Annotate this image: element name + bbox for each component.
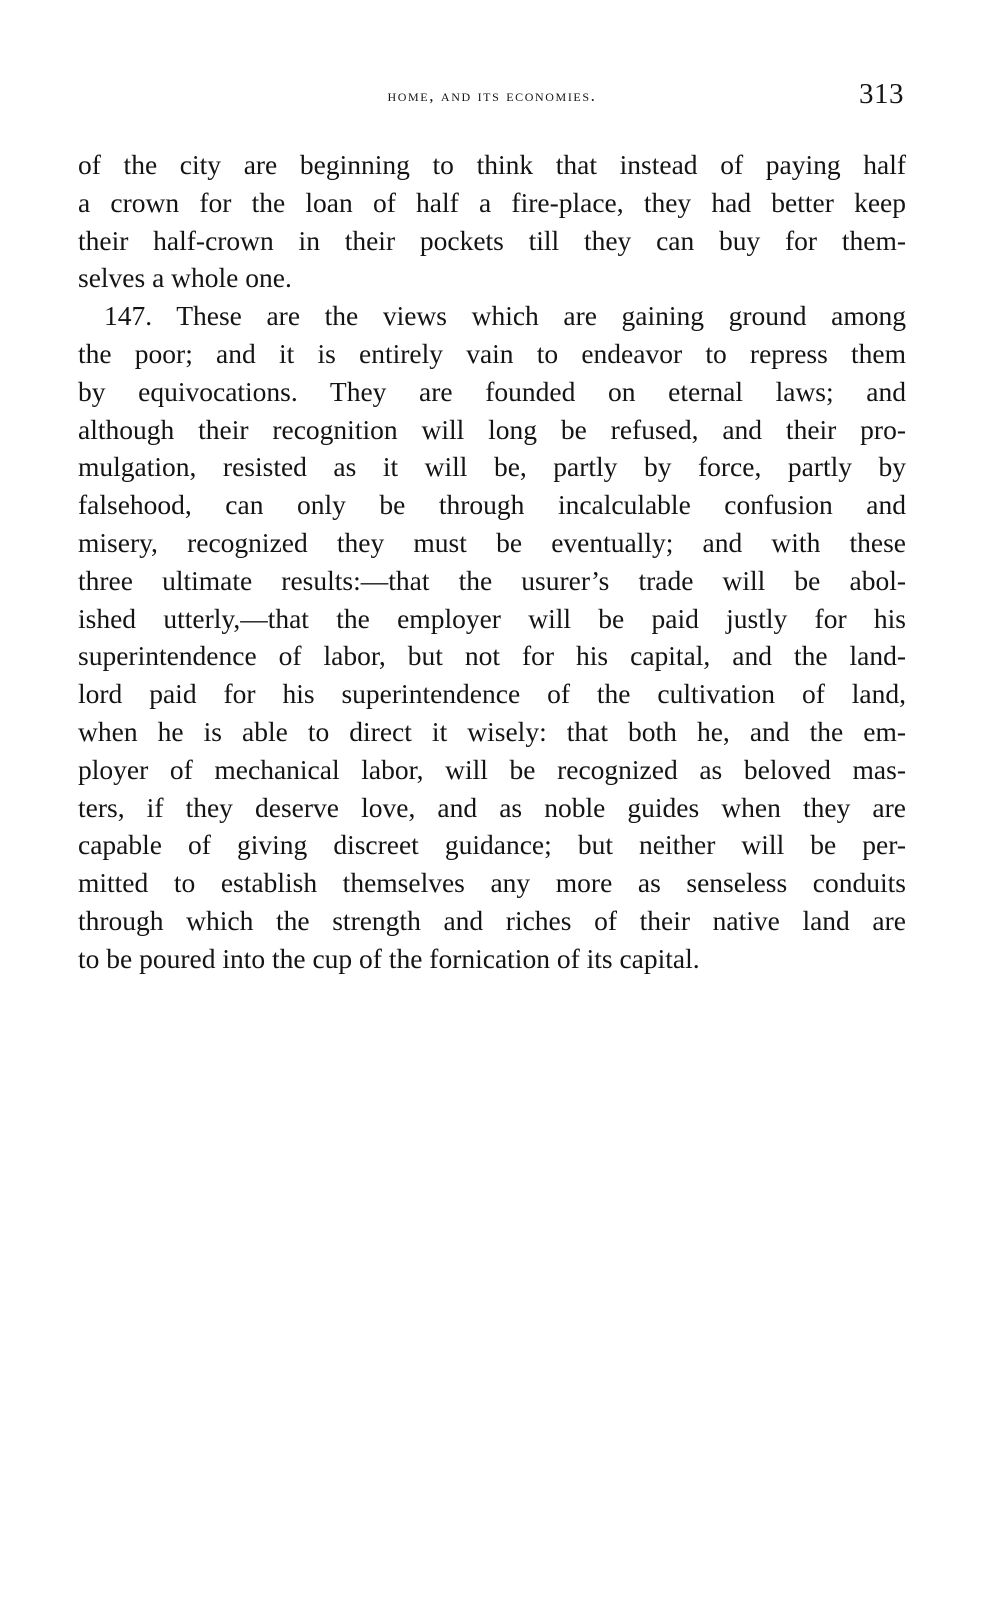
text-line: the poor; and it is entirely vain to endeavor to repress them: [78, 337, 906, 369]
text-line: although their recognition will long be refused, and their pro-: [78, 413, 906, 445]
text-line: by equivocations. They are founded on eternal laws; and: [78, 375, 906, 407]
text-line: three ultimate results:—that the usurer’s trade will be abol-: [78, 564, 906, 596]
text-line: ters, if they deserve love, and as noble guides when they are: [78, 791, 906, 823]
text-line: their half-crown in their pockets till they can buy for them-: [78, 224, 906, 256]
text-line: a crown for the loan of half a fire-place, they had better keep: [78, 186, 906, 218]
text-line: mulgation, resisted as it will be, partly by force, partly by: [78, 451, 906, 483]
text-line: mitted to establish themselves any more as senseless conduits: [78, 867, 906, 899]
text-line: of the city are beginning to think that instead of paying half: [78, 149, 906, 180]
text-line: to be poured into the cup of the fornication of its capital.: [78, 942, 700, 974]
running-head: [78, 78, 906, 112]
text-line: ished utterly,—that the employer will be paid justly for his: [78, 602, 906, 634]
text-line: lord paid for his superintendence of the cultivation of land,: [78, 678, 906, 710]
text-line: misery, recognized they must be eventually; and with these: [78, 526, 906, 558]
text-line: falsehood, can only be through incalculable confusion and: [78, 489, 906, 521]
text-line: capable of giving discreet guidance; but neither will be per-: [78, 829, 906, 861]
paragraph-147-first-line: 147. These are the views which are gaining ground among: [104, 300, 906, 332]
text-line: superintendence of labor, but not for his capital, and the land-: [78, 640, 906, 672]
page-number: 313: [859, 78, 904, 110]
text-line: ployer of mechanical labor, will be recognized as beloved mas-: [78, 753, 906, 785]
body-text: [78, 146, 906, 978]
running-title: home, and its economies.: [387, 86, 597, 105]
text-line: through which the strength and riches of their native land are: [78, 904, 906, 936]
text-line: selves a whole one.: [78, 262, 292, 294]
text-line: when he is able to direct it wisely: that both he, and the em-: [78, 715, 906, 747]
